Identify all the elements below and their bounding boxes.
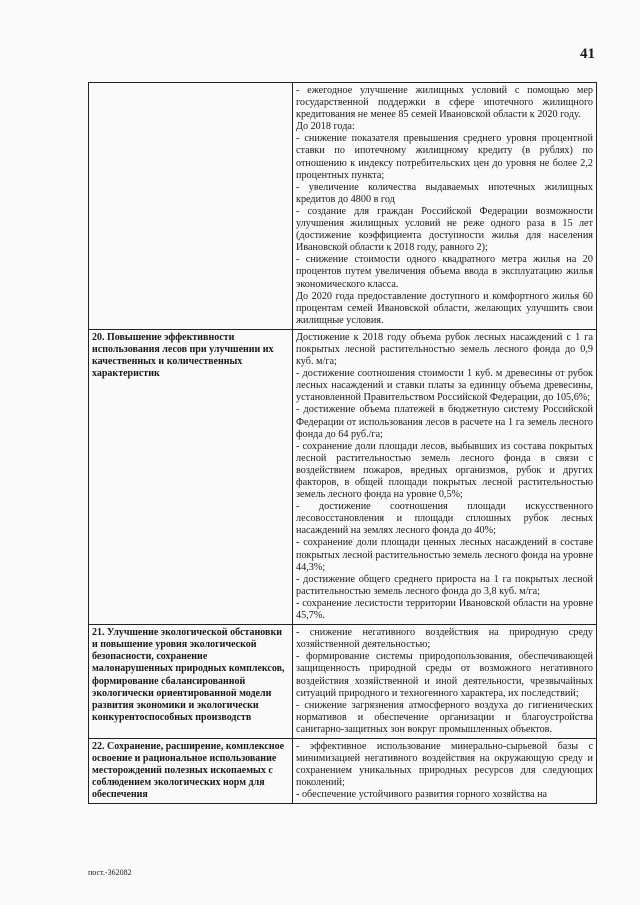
result-line: - формирование системы природопользования, обеспечивающей защищенность природной среды от возможного негативного воздействия хозяйственной и иной деятельности, чрезвычайных ситуаций природного и техногенного характера, их последствий; (296, 651, 593, 699)
page-number: 41 (580, 46, 595, 62)
result-line: - снижение негативного воздействия на природную среду хозяйственной деятельностью; (296, 627, 593, 651)
result-line: - сохранение доли площади лесов, выбывших из состава покрытых лесной растительностью земель лесного фонда в связи с воздействием пожаров, вредных организмов, рубок и других факторов, в общей площади покрытых лесной растительностью земель лесного фонда на уровне 0,5%; (296, 440, 593, 501)
result-line: - обеспечение устойчивого развития горного хозяйства на (296, 789, 548, 801)
goal-title-cell (89, 83, 293, 330)
goal-title-cell: 21. Улучшение экологической обстановки и повышение уровня экологической безопасности, сохранение малонарушенных природных комплексов, формирование сбалансированной экологически ориентированной модели развития экономики и экологически конкурентоспособных производств (89, 625, 293, 739)
result-line: До 2018 года: (296, 121, 355, 133)
result-line: - достижение общего среднего прироста на 1 га покрытых лесной растительностью земель лесного фонда до 3,8 куб. м/га; (296, 573, 593, 597)
result-line: - снижение показателя превышения среднего уровня процентной ставки по ипотечному жилищному кредиту (в рублях) по отношению к индексу потребительских цен до уровня не более 2,2 процентных пункта; (296, 133, 593, 181)
result-line: Достижение к 2018 году объема рубок лесных насаждений с 1 га покрытых лесной растительностью земель лесного фонда до 0,9 куб. м/га; (296, 331, 593, 368)
result-line: - ежегодное улучшение жилищных условий с помощью мер государственной поддержки в сфере ипотечного жилищного кредитования не менее 85 семей Ивановской области к 2020 году. (296, 85, 593, 121)
result-line: - достижение объема платежей в бюджетную систему Российской Федерации от использования лесов в расчете на 1 га земель лесного фонда до 64 руб./га; (296, 404, 593, 440)
result-line: - снижение стоимости одного квадратного метра жилья на 20 процентов путем увеличения объема ввода в эксплуатацию жилья экономического класса. (296, 254, 593, 290)
table-row (89, 625, 597, 739)
result-line: До 2020 года предоставление доступного и комфортного жилья 60 процентам семей Ивановской области, желающих улучшить свои жилищные условия. (296, 290, 593, 326)
result-line: - снижение загрязнения атмосферного воздуха до гигиенических нормативов и обеспечение организации и благоустройства санитарно-защитных зон вокруг промышленных объектов. (296, 699, 593, 735)
result-line: - достижение соотношения площади искусственного лесовосстановления и площади сплошных рубок лесных насаждений на землях лесного фонда до 40%; (296, 501, 593, 537)
document-code: пост.-362082 (88, 868, 132, 877)
table-row (89, 83, 597, 330)
result-line: - создание для граждан Российской Федерации возможности улучшения жилищных условий не реже одного раза в 15 лет (достижение коэффициента доступности жилья для населения Ивановской области к 2018 году, равного 2); (296, 205, 593, 254)
result-line: - сохранение доли площади ценных лесных насаждений в составе покрытых лесной растительностью земель лесного фонда на уровне 44,3%; (296, 537, 593, 573)
goal-title-cell: 22. Сохранение, расширение, комплексное освоение и рациональное использование месторождений полезных ископаемых с соблюдением экологических норм для обеспечения (89, 738, 293, 803)
table-row (89, 329, 597, 624)
result-line: - достижение соотношения стоимости 1 куб. м древесины от рубок лесных насаждений и ставки платы за единицу объема древесины, установленной Правительством Российской Федерации, до 105,6%; (296, 368, 593, 404)
result-line: - эффективное использование минерально-сырьевой базы с минимизацией негативного воздействия на окружающую среду и сохранением уникальных природных ресурсов для следующих поколений; (296, 740, 593, 789)
goal-results-cell (293, 738, 597, 803)
goal-results-cell (293, 625, 597, 739)
goal-results-cell (293, 83, 597, 330)
result-line: - увеличение количества выдаваемых ипотечных жилищных кредитов до 4800 в год (296, 181, 593, 205)
goal-results-cell (293, 329, 597, 624)
result-line: - сохранение лесистости территории Ивановской области на уровне 45,7%. (296, 597, 593, 622)
goals-table (88, 82, 597, 804)
table-row (89, 738, 597, 803)
goal-title-cell: 20. Повышение эффективности использования лесов при улучшении их качественных и количественных характеристик (89, 329, 293, 624)
